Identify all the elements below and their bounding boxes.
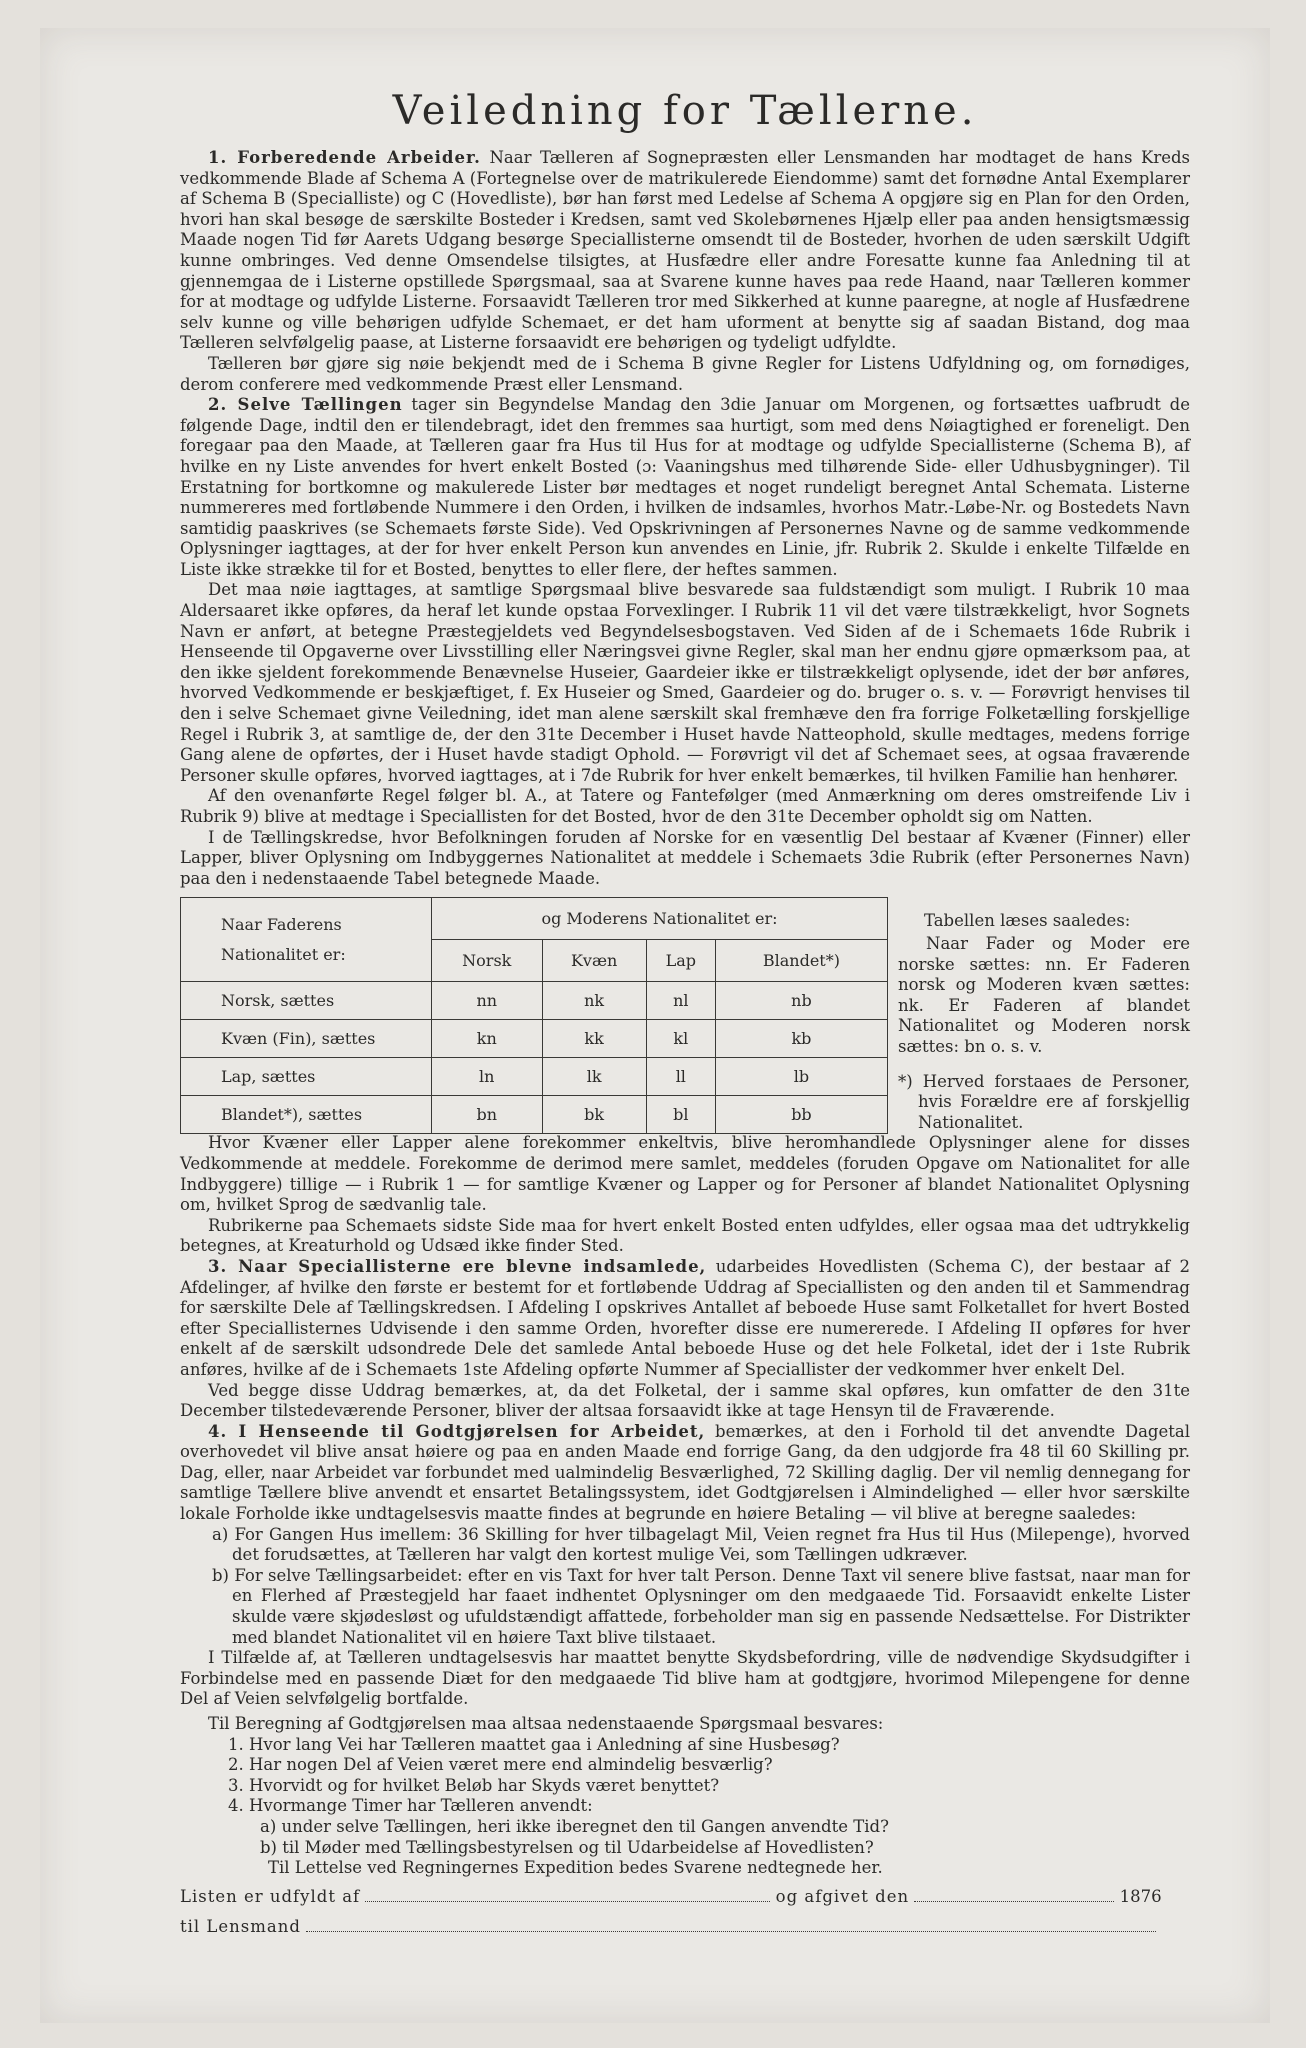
signature-line-2 xyxy=(180,1917,1190,1947)
nationality-table xyxy=(180,897,888,1134)
table-cell: lk xyxy=(542,1058,646,1096)
section-2 xyxy=(180,395,1190,580)
table-cell: kl xyxy=(646,1020,715,1058)
table-cell: nn xyxy=(432,982,543,1020)
section-4-paragraph-2: I Tilfælde af, at Tælleren undtagelsesvis har maattet benytte Skydsbefordring, ville de nødvendige Skydsudgifter i Forbindelse med en passende Diæt for den medgaaede Tid blive ham at godtgjøre, hvorimod Milepengene for denne Del af Veien selvfølgelig bortfalde. xyxy=(180,1648,1190,1709)
table-cell: kb xyxy=(715,1020,887,1058)
father-header xyxy=(181,898,432,982)
question: 3. Hvorvidt og for hvilket Beløb har Skyds været benyttet? xyxy=(228,1775,720,1795)
question: 2. Har nogen Del af Veien været mere end almindelig besværlig? xyxy=(228,1755,773,1775)
table-note xyxy=(898,911,1190,1133)
table-cell: nb xyxy=(715,982,887,1020)
row-label: Blandet*), sættes xyxy=(181,1096,432,1134)
section-1-text: Naar Tælleren af Sognepræsten eller Lensmanden har modtaget de hans Kreds vedkommende Blade af Schema A (Fortegnelse over de matrikulerede Eiendomme) samt det fornødne Antal Exemplarer af Schema B (Specialliste) og C (Hovedliste), bør han først med Ledelse af Schema A opgjøre sig en Plan for den Orden, hvori han skal besøge de særskilte Bosteder i Kredsen, samt ved Skolebørnenes Hjælp eller paa anden hensigtsmæssig Maade nogen Tid før Aarets Udgang besørge Speciallisterne omsendt til de Bosteder, hvorhen de uden særskilt Udgift kunne ombringes. Ved denne Omsendelse tilsigtes, at Husfædre eller andre Foresatte kunne faa Anledning til at gjennemgaa de i Listerne opstillede Spørgsmaal, saa at Svarene kunne haves paa rede Haand, naar Tælleren kommer for at modtage og udfylde Listerne. Forsaavidt Tælleren tror med Sikkerhed at kunne paaregne, at nogle af Husfædrene selv kunne og ville behørigen udfylde Schemaet, er det ham uforment at benytte sig af saadan Bistand, dog maa Tælleren selvfølgelig paase, at Listerne forsaavidt ere behørigen og tydeligt udfyldte. xyxy=(180,148,1191,353)
table-cell: kk xyxy=(542,1020,646,1058)
father-header-line-1: Naar Faderens xyxy=(221,914,342,934)
column-header: Kvæn xyxy=(542,940,646,982)
document-content xyxy=(180,88,1190,1947)
after-table-paragraph-2: Rubrikerne paa Schemaets sidste Side maa for hvert enkelt Bosted enten udfyldes, eller ogsaa maa det udtrykkelig betegnes, at Kreaturhold og Udsæd ikke finder Sted. xyxy=(180,1215,1190,1256)
section-2-text: tager sin Begyndelse Mandag den 3die Januar om Morgenen, og fortsættes uafbrudt de følgende Dage, indtil den er tilendebragt, idet den fremmes saa hurtigt, som med dens Nøiagtighed er foreneligt. Den foregaar paa den Maade, at Tælleren gaar fra Hus til Hus for at modtage og udfylde Speciallisterne (Schema B), af hvilke en ny Liste anvendes for hvert enkelt Bosted (ɔ: Vaaningshus med tilhørende Side- eller Udhusbygninger). Til Erstatning for bortkomne og makulerede Lister bør medtages et noget rundeligt beregnet Antal Schemata. Listerne nummereres med fortløbende Nummere i den Orden, i hvilken de indsamles, hvorhos Matr.-Løbe-Nr. og Bostedets Navn samtidig paaskrives (se Schemaets første Side). Ved Opskrivningen af Personernes Navne og de samme vedkommende Oplysninger iagttages, at der for hver enkelt Person kun anvendes en Linie, jfr. Rubrik 2. Skulde i enkelte Tilfælde en Liste ikke strække til for et Bosted, benyttes to eller flere, der heftes sammen. xyxy=(180,395,1190,579)
table-cell: bn xyxy=(432,1096,543,1134)
item-a: a) For Gangen Hus imellem: 36 Skilling for hver tilbagelagt Mil, Veien regnet fra Hus til Hus (Milepenge), hvorved det forudsættes, at Tælleren har valgt den kortest mulige Vei, som Tællingen udkræver. xyxy=(212,1524,1190,1565)
delivered-date-blank[interactable] xyxy=(914,1887,1114,1902)
row-label: Norsk, sættes xyxy=(181,982,432,1020)
section-3-heading: 3. Naar Speciallisterne ere blevne indsamlede, xyxy=(208,1256,707,1276)
section-1-paragraph-2: Tælleren bør gjøre sig nøie bekjendt med de i Schema B givne Regler for Listens Udfyldning og, om fornødiges, derom conferere med vedkommende Præst eller Lensmand. xyxy=(180,353,1190,394)
table-cell: bk xyxy=(542,1096,646,1134)
subquestion: b) til Møder med Tællingsbestyrelsen og til Udarbeidelse af Hovedlisten? xyxy=(260,1837,874,1857)
table-cell: nl xyxy=(646,982,715,1020)
item-b: b) For selve Tællingsarbeidet: efter en vis Taxt for hver talt Person. Denne Taxt vil senere blive fastsat, naar man for en Flerhed af Præstegjeld har faaet indhentet Oplysninger om den medgaaede Tid. Forsaavidt enkelte Lister skulde være skjødesløst og ufuldstændigt affattede, forbeholder man sig en passende Nedsættelse. For Distrikter med blandet Nationalitet vil en høiere Taxt blive tilstaaet. xyxy=(212,1565,1190,1647)
filled-by-label: Listen er udfyldt af xyxy=(180,1886,361,1906)
section-2-paragraph-3: Af den ovenanførte Regel følger bl. A., at Tatere og Fantefølger (med Anmærkning om deres omstreifende Liv i Rubrik 9) blive at medtage i Speciallisten for det Bosted, hvor de den 31te December opholdt sig om Natten. xyxy=(180,786,1190,826)
filled-by-blank[interactable] xyxy=(365,1887,770,1902)
table-note-text: Naar Fader og Moder ere norske sættes: nn. Er Faderen norsk og Moderen kvæn sættes: nk. Er Faderen af blandet Nationalitet og Moderen norsk sættes: bn o. s. v. xyxy=(898,933,1190,1056)
table-cell: nk xyxy=(542,982,646,1020)
table-cell: lb xyxy=(715,1058,887,1096)
questions-intro: Til Beregning af Godtgjørelsen maa altsaa nedenstaaende Spørgsmaal besvares: xyxy=(208,1714,884,1733)
section-4-text: bemærkes, at den i Forhold til det anvendte Dagetal overhovedet vil blive ansat høiere og paa en anden Maade end forrige Gang, da den udgjorde fra 48 til 60 Skilling pr. Dag, eller, naar Arbeidet var forbundet med ualmindelig Besværlighed, 72 Skilling daglig. Der vil nemlig dennegang for samtlige Tællere blive anvendt et ensartet Betalingssystem, idet Godtgjørelsen i Almindelighed — eller hvor særskilte lokale Forholde ikke undtagelsesvis maatte findes at begrunde en høiere Betaling — vil blive at beregne saaledes: xyxy=(180,1421,1191,1524)
document-page xyxy=(40,28,1270,2023)
table-footnote: *) Herved forstaaes de Personer, hvis Forældre ere af forskjellig Nationalitet. xyxy=(898,1071,1190,1132)
mother-header: og Moderens Nationalitet er: xyxy=(432,898,888,940)
signature-line-1 xyxy=(180,1887,1190,1917)
table-row xyxy=(181,1020,888,1058)
page-title: Veiledning for Tællerne. xyxy=(392,88,978,134)
table-cell: bb xyxy=(715,1096,887,1134)
year-label: 1876 xyxy=(1119,1886,1162,1906)
section-3-paragraph-2: Ved begge disse Uddrag bemærkes, at, da det Folketal, der i samme skal opføres, kun omfatter de den 31te December tilstedeværende Personer, bliver der altsaa forsaavidt ikke at tage Hensyn til de Fraværende. xyxy=(180,1380,1190,1421)
section-1 xyxy=(180,148,1190,354)
table-row xyxy=(181,1058,888,1096)
table-note-title: Tabellen læses saaledes: xyxy=(924,911,1131,931)
table-cell: ll xyxy=(646,1058,715,1096)
column-header: Norsk xyxy=(432,940,543,982)
column-header: Blandet*) xyxy=(715,940,887,982)
section-3 xyxy=(180,1257,1190,1381)
section-2-paragraph-2: Det maa nøie iagttages, at samtlige Spørgsmaal blive besvarede saa fuldstændigt som muligt. I Rubrik 10 maa Aldersaaret ikke opføres, da heraf let kunde opstaa Forvexlinger. I Rubrik 11 vil det være tilstrækkeligt, hvor Sognets Navn er anført, at betegne Præstegjeldets ved Begyndelsesbogstaven. Ved Siden af de i Schemaets 16de Rubrik i Henseende til Opgaverne over Livsstilling eller Næringsvei givne Regler, skal man her endnu gjøre opmærksom paa, at den ikke sjeldent forekommende Benævnelse Huseier, Gaardeier ikke er tilstrækkeligt oplysende, idet der bør anføres, hvorved Vedkommende er beskjæftiget, f. Ex Huseier og Smed, Gaardeier og do. bruger o. s. v. — Forøvrigt henvises til den i selve Schemaet givne Veiledning, idet man alene særskilt skal fremhæve den fra forrige Folketælling forskjellige Regel i Rubrik 3, at samtlige de, der den 31te December i Huset havde Natteophold, skulle medtages, medens forrige Gang alene de opførtes, der i Huset havde stadigt Ophold. — Forøvrigt vil det af Schemaet sees, at ogsaa fraværende Personer skulle opføres, hvorved iagttages, at i 7de Rubrik for hver enkelt bemærkes, til hvilken Familie han henhører. xyxy=(180,580,1190,785)
section-3-text: udarbeides Hovedlisten (Schema C), der bestaar af 2 Afdelinger, af hvilke den første er bestemt for et fortløbende Uddrag af Speciallisten og den anden til et Sammendrag for særskilte Dele af Tællingskredsen. I Afdeling I opskrives Antallet af beboede Huse samt Folketallet for hvert Bosted efter Speciallisternes Udvisende i den samme Orden, hvorefter disse ere numererede. I Afdeling II opføres for hver enkelt af de særskilt udsondrede Dele det samlede Antal beboede Huse og det hele Folketal, idet der i 1ste Rubrik anføres, hvilke af de i Schemaets 1ste Afdeling opførte Nummer af Speciallister der vedkommer hver enkelt Del. xyxy=(180,1256,1190,1379)
section-2-heading: 2. Selve Tællingen xyxy=(208,395,403,415)
father-header-line-2: Nationalitet er: xyxy=(221,944,346,964)
section-4-heading: 4. I Henseende til Godtgjørelsen for Arbeidet, xyxy=(208,1421,706,1441)
row-label: Kvæn (Fin), sættes xyxy=(181,1020,432,1058)
question: 4. Hvormange Timer har Tælleren anvendt: xyxy=(228,1796,593,1816)
after-table-paragraph: Hvor Kvæner eller Lapper alene forekommer enkeltvis, blive heromhandlede Oplysninger alene for disses Vedkommende at meddele. Forekomme de derimod mere samlet, meddeles (foruden Opgave om Nationalitet for alle Indbyggere) tillige — i Rubrik 1 — for samtlige Kvæner og Lapper og for Personer af blandet Nationalitet Oplysning om, hvilket Sprog de sædvanlig tale. xyxy=(180,1133,1190,1215)
section-4 xyxy=(180,1422,1190,1525)
table-cell: ln xyxy=(432,1058,543,1096)
lensmand-label: til Lensmand xyxy=(180,1916,301,1936)
delivered-date-label: og afgivet den xyxy=(775,1886,910,1906)
nationality-table-block xyxy=(180,897,1190,1132)
table-row xyxy=(181,982,888,1020)
closing-text: Til Lettelse ved Regningernes Expedition bedes Svarene nedtegnede her. xyxy=(268,1858,883,1878)
table-row xyxy=(181,1096,888,1134)
column-header: Lap xyxy=(646,940,715,982)
table-cell: kn xyxy=(432,1020,543,1058)
row-label: Lap, sættes xyxy=(181,1058,432,1096)
question: 1. Hvor lang Vei har Tælleren maattet gaa i Anledning af sine Husbesøg? xyxy=(228,1734,840,1754)
section-2-paragraph-4: I de Tællingskredse, hvor Befolkningen foruden af Norske for en væsentlig Del bestaar af Kvæner (Finner) eller Lapper, bliver Oplysning om Indbyggernes Nationalitet at meddele i Schemaets 3die Rubrik (efter Personernes Navn) paa den i nedenstaaende Tabel betegnede Maade. xyxy=(180,827,1190,888)
lensmand-blank[interactable] xyxy=(306,1917,1156,1932)
table-cell: bl xyxy=(646,1096,715,1134)
section-1-heading: 1. Forberedende Arbeider. xyxy=(208,148,481,167)
subquestion: a) under selve Tællingen, heri ikke iberegnet den til Gangen anvendte Tid? xyxy=(260,1816,889,1836)
